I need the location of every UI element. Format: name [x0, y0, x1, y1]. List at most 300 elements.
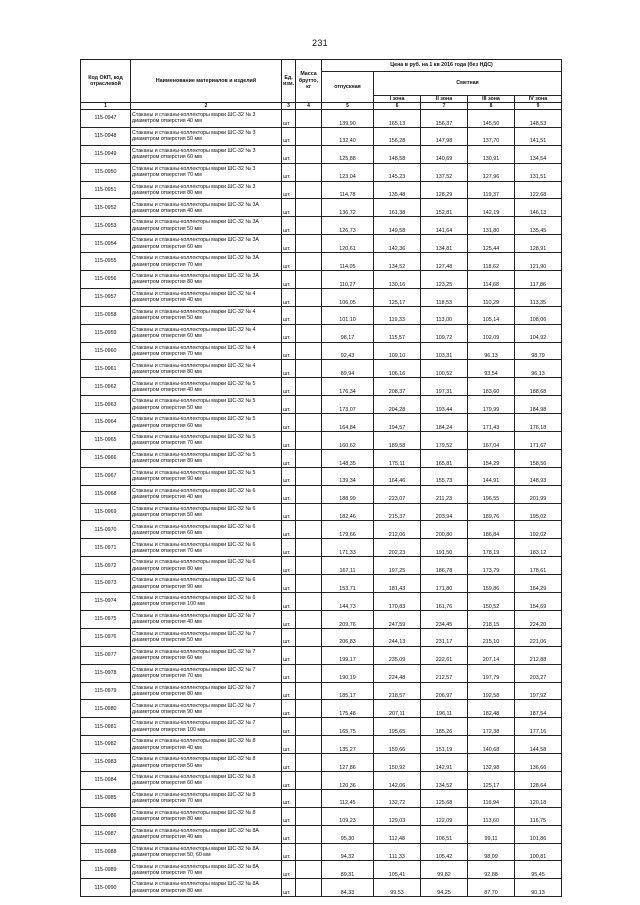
item-name: Стаканы и стаканы-коллекторы марки ШС-32 № 3 диаметром отверстия 60 мм	[131, 145, 282, 163]
zone-3-price: 125,17	[468, 771, 515, 789]
zone-2-price: 99,82	[421, 861, 468, 879]
zone-2-price: 231,17	[421, 628, 468, 646]
item-name: Стаканы и стаканы-коллекторы марки ШС-32 № 5 диаметром отверстия 40 мм	[131, 378, 282, 396]
table-row	[81, 861, 562, 879]
zone-4-price: 128,91	[515, 235, 562, 253]
release-price: 165,75	[322, 718, 374, 736]
zone-4-price: 135,45	[515, 217, 562, 235]
zone-1-price: 150,92	[374, 754, 421, 772]
zone-4-price: 131,51	[515, 163, 562, 181]
item-code: 115-0957	[81, 288, 131, 306]
zone-4-price: 146,13	[515, 199, 562, 217]
zone-3-price: 130,91	[468, 145, 515, 163]
zone-1-price: 204,28	[374, 396, 421, 414]
table-row	[81, 449, 562, 467]
zone-2-price: 211,23	[421, 485, 468, 503]
zone-1-price: 109,10	[374, 342, 421, 360]
zone-4-price: 116,75	[515, 807, 562, 825]
zone-1-price: 148,58	[374, 145, 421, 163]
item-unit: шт.	[282, 163, 296, 181]
zone-3-price: 173,79	[468, 557, 515, 575]
release-price: 164,84	[322, 414, 374, 432]
zone-1-price: 202,23	[374, 539, 421, 557]
release-price: 185,17	[322, 682, 374, 700]
item-name: Стаканы и стаканы-коллекторы марки ШС-32 № 8А диаметром отверстия 40 мм	[131, 825, 282, 843]
release-price: 114,78	[322, 181, 374, 199]
zone-3-price: 183,60	[468, 378, 515, 396]
zone-3-price: 140,68	[468, 736, 515, 754]
zone-2-price: 147,98	[421, 127, 468, 145]
zone-4-price: 121,90	[515, 253, 562, 271]
item-mass	[296, 575, 322, 593]
item-mass	[296, 485, 322, 503]
item-code: 115-0983	[81, 754, 131, 772]
zone-3-price: 186,84	[468, 521, 515, 539]
item-code: 115-0951	[81, 181, 131, 199]
item-unit: шт	[282, 110, 296, 128]
zone-3-price: 207,14	[468, 646, 515, 664]
zone-4-price: 113,35	[515, 288, 562, 306]
item-code: 115-0962	[81, 378, 131, 396]
item-name: Стаканы и стаканы-коллекторы марки ШС-32 № 6 диаметром отверстия 100 мм	[131, 593, 282, 611]
item-mass	[296, 807, 322, 825]
table-row	[81, 646, 562, 664]
item-code: 115-0990	[81, 879, 131, 897]
zone-4-price: 187,54	[515, 700, 562, 718]
release-price: 171,33	[322, 539, 374, 557]
zone-4-header: IV зона	[515, 95, 562, 102]
zone-2-price: 234,45	[421, 610, 468, 628]
zone-1-price: 207,11	[374, 700, 421, 718]
item-code: 115-0984	[81, 771, 131, 789]
zone-4-price: 176,18	[515, 414, 562, 432]
zone-3-price: 144,91	[468, 467, 515, 485]
zone-1-price: 212,06	[374, 521, 421, 539]
item-name: Стаканы и стаканы-коллекторы марки ШС-32 № 7 диаметром отверстия 60 мм	[131, 646, 282, 664]
release-price: 112,45	[322, 789, 374, 807]
item-unit: шт.	[282, 396, 296, 414]
zone-1-price: 106,16	[374, 360, 421, 378]
item-unit: шт.	[282, 324, 296, 342]
release-price: 153,71	[322, 575, 374, 593]
table-row	[81, 825, 562, 843]
zone-4-price: 221,06	[515, 628, 562, 646]
release-price: 144,73	[322, 593, 374, 611]
zone-2-price: 179,52	[421, 432, 468, 450]
zone-4-price: 141,51	[515, 127, 562, 145]
release-price: 182,46	[322, 503, 374, 521]
zone-4-price: 178,61	[515, 557, 562, 575]
zone-2-price: 185,26	[421, 718, 468, 736]
zone-1-price: 129,03	[374, 807, 421, 825]
zone-1-price: 142,36	[374, 235, 421, 253]
item-mass	[296, 539, 322, 557]
zone-4-price: 100,81	[515, 843, 562, 861]
price-table	[80, 59, 562, 897]
zone-4-price: 104,92	[515, 324, 562, 342]
item-unit: шт.	[282, 521, 296, 539]
zone-1-price: 218,57	[374, 682, 421, 700]
zone-4-price: 148,53	[515, 110, 562, 128]
zone-3-price: 127,96	[468, 163, 515, 181]
table-row	[81, 432, 562, 450]
item-mass	[296, 736, 322, 754]
table-row	[81, 807, 562, 825]
item-unit: шт.	[282, 861, 296, 879]
zone-3-price: 87,70	[468, 879, 515, 897]
release-price: 127,86	[322, 754, 374, 772]
item-mass	[296, 700, 322, 718]
zone-2-price: 161,76	[421, 593, 468, 611]
release-price: 175,48	[322, 700, 374, 718]
item-code: 115-0947	[81, 110, 131, 128]
item-code: 115-0979	[81, 682, 131, 700]
item-mass	[296, 628, 322, 646]
item-mass	[296, 503, 322, 521]
zone-4-price: 128,64	[515, 771, 562, 789]
zone-2-price: 134,52	[421, 771, 468, 789]
zone-1-price: 195,65	[374, 718, 421, 736]
zone-4-price: 122,68	[515, 181, 562, 199]
name-column-header: Наименование материалов и изделий	[131, 60, 282, 103]
zone-3-header: III зона	[468, 95, 515, 102]
zone-2-price: 125,68	[421, 789, 468, 807]
zone-1-price: 119,33	[374, 306, 421, 324]
item-unit: шт.	[282, 467, 296, 485]
item-code: 115-0970	[81, 521, 131, 539]
zone-4-price: 203,27	[515, 664, 562, 682]
zone-2-price: 122,09	[421, 807, 468, 825]
item-code: 115-0976	[81, 628, 131, 646]
item-name: Стаканы и стаканы-коллекторы марки ШС-32 № 3А диаметром отверстия 70 мм	[131, 253, 282, 271]
item-name: Стаканы и стаканы-коллекторы марки ШС-32 № 4 диаметром отверстия 40 мм	[131, 288, 282, 306]
release-price: 160,62	[322, 432, 374, 450]
table-row	[81, 664, 562, 682]
item-unit: шт.	[282, 682, 296, 700]
zone-3-price: 119,37	[468, 181, 515, 199]
table-row	[81, 879, 562, 897]
zone-4-price: 95,45	[515, 861, 562, 879]
item-name: Стаканы и стаканы-коллекторы марки ШС-32 № 3А диаметром отверстия 60 мм	[131, 235, 282, 253]
item-unit: шт.	[282, 181, 296, 199]
item-mass	[296, 378, 322, 396]
table-row	[81, 271, 562, 289]
table-row	[81, 217, 562, 235]
zone-4-price: 101,86	[515, 825, 562, 843]
release-price: 136,72	[322, 199, 374, 217]
item-code: 115-0981	[81, 718, 131, 736]
table-row	[81, 288, 562, 306]
zone-3-price: 159,86	[468, 575, 515, 593]
zone-4-price: 184,98	[515, 396, 562, 414]
item-unit: шт.	[282, 879, 296, 897]
release-price: 167,11	[322, 557, 374, 575]
zone-3-price: 172,38	[468, 718, 515, 736]
item-unit: шт.	[282, 771, 296, 789]
column-number: 1	[81, 103, 131, 110]
release-price: 173,07	[322, 396, 374, 414]
item-unit: шт.	[282, 271, 296, 289]
zone-4-price: 188,68	[515, 378, 562, 396]
release-price: 84,33	[322, 879, 374, 897]
table-row	[81, 306, 562, 324]
item-unit: шт.	[282, 664, 296, 682]
item-mass	[296, 414, 322, 432]
item-name: Стаканы и стаканы-коллекторы марки ШС-32 № 5 диаметром отверстия 90 мм	[131, 467, 282, 485]
price-group-header: Цена в руб. на 1 кв 2016 года (без НДС)	[322, 60, 562, 72]
item-mass	[296, 754, 322, 772]
zone-2-price: 197,31	[421, 378, 468, 396]
item-mass	[296, 127, 322, 145]
table-row	[81, 396, 562, 414]
zone-3-price: 96,13	[468, 342, 515, 360]
item-mass	[296, 610, 322, 628]
zone-2-price: 200,80	[421, 521, 468, 539]
zone-3-price: 102,09	[468, 324, 515, 342]
item-mass	[296, 467, 322, 485]
table-row	[81, 360, 562, 378]
zone-3-price: 218,15	[468, 610, 515, 628]
zone-3-price: 178,19	[468, 539, 515, 557]
table-row	[81, 718, 562, 736]
item-code: 115-0949	[81, 145, 131, 163]
item-mass	[296, 771, 322, 789]
item-unit: шт.	[282, 199, 296, 217]
zone-1-price: 145,23	[374, 163, 421, 181]
zone-1-price: 224,48	[374, 664, 421, 682]
item-name: Стаканы и стаканы-коллекторы марки ШС-32 № 7 диаметром отверстия 40 мм	[131, 610, 282, 628]
item-name: Стаканы и стаканы-коллекторы марки ШС-32 № 6 диаметром отверстия 40 мм	[131, 485, 282, 503]
zone-2-price: 212,57	[421, 664, 468, 682]
zone-3-price: 171,43	[468, 414, 515, 432]
release-price: 89,94	[322, 360, 374, 378]
table-row	[81, 610, 562, 628]
item-unit: шт.	[282, 145, 296, 163]
zone-1-price: 235,09	[374, 646, 421, 664]
item-code: 115-0953	[81, 217, 131, 235]
zone-1-price: 130,16	[374, 271, 421, 289]
item-unit: шт.	[282, 646, 296, 664]
item-name: Стаканы и стаканы-коллекторы марки ШС-32 № 8 диаметром отверстия 40 мм	[131, 736, 282, 754]
item-mass	[296, 664, 322, 682]
release-price: 101,10	[322, 306, 374, 324]
release-price: 190,19	[322, 664, 374, 682]
zone-2-price: 106,51	[421, 825, 468, 843]
zone-2-header: II зона	[421, 95, 468, 102]
item-unit: шт.	[282, 593, 296, 611]
zone-3-price: 196,55	[468, 485, 515, 503]
table-row	[81, 521, 562, 539]
zone-4-price: 224,20	[515, 610, 562, 628]
item-code: 115-0958	[81, 306, 131, 324]
zone-4-price: 177,16	[515, 718, 562, 736]
item-code: 115-0989	[81, 861, 131, 879]
table-row	[81, 700, 562, 718]
item-code: 115-0961	[81, 360, 131, 378]
item-mass	[296, 110, 322, 128]
zone-1-price: 244,13	[374, 628, 421, 646]
zone-1-price: 170,83	[374, 593, 421, 611]
zone-3-price: 98,09	[468, 843, 515, 861]
code-column-header: Код ОКП, код отраслевой	[81, 60, 131, 103]
item-unit: шт.	[282, 342, 296, 360]
zone-2-price: 203,94	[421, 503, 468, 521]
item-code: 115-0954	[81, 235, 131, 253]
release-price-header: отпускная	[322, 72, 374, 103]
zone-3-price: 189,76	[468, 503, 515, 521]
item-mass	[296, 235, 322, 253]
table-row	[81, 163, 562, 181]
item-code: 115-0982	[81, 736, 131, 754]
zone-2-price: 222,61	[421, 646, 468, 664]
table-row	[81, 342, 562, 360]
zone-2-price: 165,81	[421, 449, 468, 467]
zone-2-price: 105,42	[421, 843, 468, 861]
item-name: Стаканы и стаканы-коллекторы марки ШС-32 № 7 диаметром отверстия 50 мм	[131, 628, 282, 646]
item-unit: шт.	[282, 736, 296, 754]
table-row	[81, 503, 562, 521]
zone-4-price: 120,18	[515, 789, 562, 807]
release-price: 206,83	[322, 628, 374, 646]
item-unit: шт.	[282, 127, 296, 145]
table-row	[81, 557, 562, 575]
zone-2-price: 140,69	[421, 145, 468, 163]
item-name: Стаканы и стаканы-коллекторы марки ШС-32 № 7 диаметром отверстия 70 мм	[131, 664, 282, 682]
item-code: 115-0978	[81, 664, 131, 682]
item-unit: шт.	[282, 843, 296, 861]
zone-1-price: 149,58	[374, 217, 421, 235]
zone-1-price: 197,25	[374, 557, 421, 575]
item-unit: шт.	[282, 449, 296, 467]
item-name: Стаканы и стаканы-коллекторы марки ШС-32 № 7 диаметром отверстия 100 мм	[131, 718, 282, 736]
item-name: Стаканы и стаканы-коллекторы марки ШС-32 № 8А диаметром отверстия 70 мм	[131, 861, 282, 879]
item-name: Стаканы и стаканы-коллекторы марки ШС-32 № 4 диаметром отверстия 70 мм	[131, 342, 282, 360]
table-row	[81, 467, 562, 485]
zone-4-price: 154,69	[515, 593, 562, 611]
item-mass	[296, 288, 322, 306]
zone-4-price: 197,92	[515, 682, 562, 700]
release-price: 94,32	[322, 843, 374, 861]
release-price: 95,30	[322, 825, 374, 843]
item-unit: шт.	[282, 628, 296, 646]
zone-4-price: 158,56	[515, 449, 562, 467]
item-name: Стаканы и стаканы-коллекторы марки ШС-32 № 3 диаметром отверстия 70 мм	[131, 163, 282, 181]
zone-2-price: 142,91	[421, 754, 468, 772]
zone-1-price: 135,48	[374, 181, 421, 199]
item-mass	[296, 843, 322, 861]
item-code: 115-0968	[81, 485, 131, 503]
zone-2-price: 100,52	[421, 360, 468, 378]
item-name: Стаканы и стаканы-коллекторы марки ШС-32 № 8А диаметром отверстия 50, 60 мм	[131, 843, 282, 861]
release-price: 176,34	[322, 378, 374, 396]
item-mass	[296, 682, 322, 700]
zone-2-price: 94,25	[421, 879, 468, 897]
release-price: 126,73	[322, 217, 374, 235]
column-number: 5	[322, 103, 374, 110]
column-number: 4	[296, 103, 322, 110]
zone-3-price: 105,14	[468, 306, 515, 324]
zone-3-price: 192,58	[468, 682, 515, 700]
item-mass	[296, 825, 322, 843]
item-code: 115-0969	[81, 503, 131, 521]
item-mass	[296, 181, 322, 199]
zone-1-price: 223,07	[374, 485, 421, 503]
column-number: 8	[468, 103, 515, 110]
zone-2-price: 128,29	[421, 181, 468, 199]
item-name: Стаканы и стаканы-коллекторы марки ШС-32 № 6 диаметром отверстия 60 мм	[131, 521, 282, 539]
zone-3-price: 110,29	[468, 288, 515, 306]
table-row	[81, 199, 562, 217]
release-price: 106,05	[322, 288, 374, 306]
release-price: 114,05	[322, 253, 374, 271]
item-name: Стаканы и стаканы-коллекторы марки ШС-32 № 6 диаметром отверстия 90 мм	[131, 575, 282, 593]
table-row	[81, 539, 562, 557]
item-name: Стаканы и стаканы-коллекторы марки ШС-32 № 6 диаметром отверстия 50 мм	[131, 503, 282, 521]
table-row	[81, 127, 562, 145]
item-mass	[296, 360, 322, 378]
table-row	[81, 789, 562, 807]
zone-2-price: 196,11	[421, 700, 468, 718]
item-mass	[296, 306, 322, 324]
release-price: 120,36	[322, 771, 374, 789]
item-name: Стаканы и стаканы-коллекторы марки ШС-32 № 3А диаметром отверстия 40 мм	[131, 199, 282, 217]
item-mass	[296, 646, 322, 664]
zone-2-price: 152,81	[421, 199, 468, 217]
item-name: Стаканы и стаканы-коллекторы марки ШС-32 № 5 диаметром отверстия 60 мм	[131, 414, 282, 432]
zone-3-price: 197,79	[468, 664, 515, 682]
item-mass	[296, 396, 322, 414]
release-price: 110,27	[322, 271, 374, 289]
zone-1-price: 189,58	[374, 432, 421, 450]
table-row	[81, 181, 562, 199]
item-name: Стаканы и стаканы-коллекторы марки ШС-32 № 3 диаметром отверстия 50 мм	[131, 127, 282, 145]
zone-3-price: 145,50	[468, 110, 515, 128]
table-row	[81, 682, 562, 700]
zone-4-price: 201,99	[515, 485, 562, 503]
release-price: 139,90	[322, 110, 374, 128]
release-price: 179,66	[322, 521, 374, 539]
zone-1-price: 134,52	[374, 253, 421, 271]
zone-1-price: 175,11	[374, 449, 421, 467]
zone-3-price: 137,70	[468, 127, 515, 145]
zone-3-price: 132,98	[468, 754, 515, 772]
item-mass	[296, 163, 322, 181]
item-unit: шт.	[282, 288, 296, 306]
column-number: 6	[374, 103, 421, 110]
zone-2-price: 134,81	[421, 235, 468, 253]
zone-1-price: 142,06	[374, 771, 421, 789]
zone-1-price: 159,66	[374, 736, 421, 754]
item-code: 115-0986	[81, 807, 131, 825]
zone-2-price: 123,25	[421, 271, 468, 289]
zone-2-price: 127,48	[421, 253, 468, 271]
zone-1-price: 164,46	[374, 467, 421, 485]
release-price: 139,34	[322, 467, 374, 485]
item-mass	[296, 718, 322, 736]
item-mass	[296, 593, 322, 611]
item-unit: шт.	[282, 306, 296, 324]
zone-3-price: 125,44	[468, 235, 515, 253]
zone-3-price: 116,94	[468, 789, 515, 807]
zone-3-price: 150,52	[468, 593, 515, 611]
item-mass	[296, 145, 322, 163]
release-price: 199,17	[322, 646, 374, 664]
item-code: 115-0966	[81, 449, 131, 467]
release-price: 148,35	[322, 449, 374, 467]
column-number: 7	[421, 103, 468, 110]
zone-1-price: 208,37	[374, 378, 421, 396]
zone-2-price: 109,72	[421, 324, 468, 342]
